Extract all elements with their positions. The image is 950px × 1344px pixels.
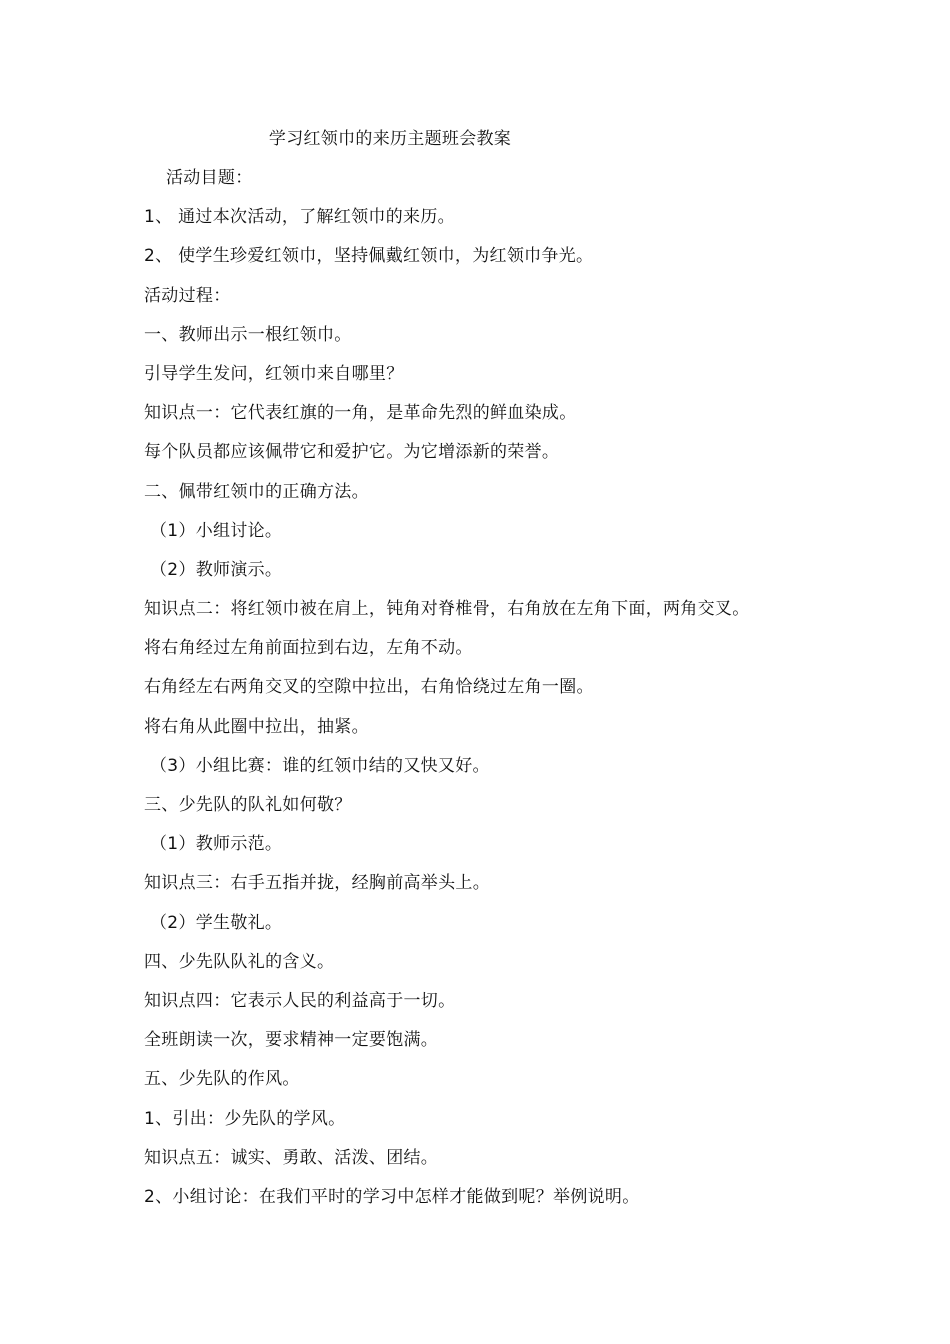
body-line: 知识点五：诚实、勇敢、活泼、团结。	[144, 1147, 439, 1168]
body-line: 知识点一：它代表红旗的一角，是革命先烈的鲜血染成。	[144, 403, 577, 424]
body-line: （1）小组讨论。	[150, 520, 283, 541]
body-line: 引导学生发问，红领巾来自哪里？	[144, 363, 404, 384]
body-line: （1）教师示范。	[150, 834, 283, 855]
document-title: 学习红领巾的来历主题班会教案	[268, 129, 512, 149]
body-line: 知识点二：将红领巾被在肩上，钝角对脊椎骨，右角放在左角下面，两角交叉。	[144, 599, 750, 620]
body-line: 知识点三：右手五指并拢，经胸前高举头上。	[144, 873, 490, 894]
body-line: （2）教师演示。	[150, 559, 283, 580]
body-line: 活动过程：	[144, 285, 231, 306]
body-line: 四、少先队队礼的含义。	[144, 951, 335, 972]
body-line: 活动目题：	[166, 168, 253, 188]
body-line: 1、引出：少先队的学风。	[144, 1108, 346, 1129]
document-body	[144, 164, 844, 1222]
body-line: 知识点四：它表示人民的利益高于一切。	[144, 990, 456, 1011]
body-line: 1、 通过本次活动，了解红领巾的来历。	[144, 207, 455, 228]
body-line: 右角经左右两角交叉的空隙中拉出，右角恰绕过左角一圈。	[144, 677, 594, 698]
body-line: 每个队员都应该佩带它和爱护它。为它增添新的荣誉。	[144, 442, 560, 463]
body-line: （3）小组比赛：谁的红领巾结的又快又好。	[150, 755, 490, 776]
body-line: （2）学生敬礼。	[150, 912, 283, 933]
body-line: 2、小组讨论：在我们平时的学习中怎样才能做到呢？举例说明。	[144, 1186, 640, 1207]
body-line: 将右角经过左角前面拉到右边，左角不动。	[144, 638, 473, 659]
body-line: 全班朗读一次，要求精神一定要饱满。	[144, 1030, 439, 1051]
body-line: 五、少先队的作风。	[144, 1069, 300, 1090]
body-line: 三、少先队的队礼如何敬？	[144, 795, 352, 815]
body-line: 将右角从此圈中拉出，抽紧。	[144, 716, 369, 737]
body-line: 二、佩带红领巾的正确方法。	[144, 481, 369, 502]
body-line: 2、 使学生珍爱红领巾，坚持佩戴红领巾，为红领巾争光。	[144, 246, 594, 267]
body-line: 一、教师出示一根红领巾。	[144, 324, 352, 345]
